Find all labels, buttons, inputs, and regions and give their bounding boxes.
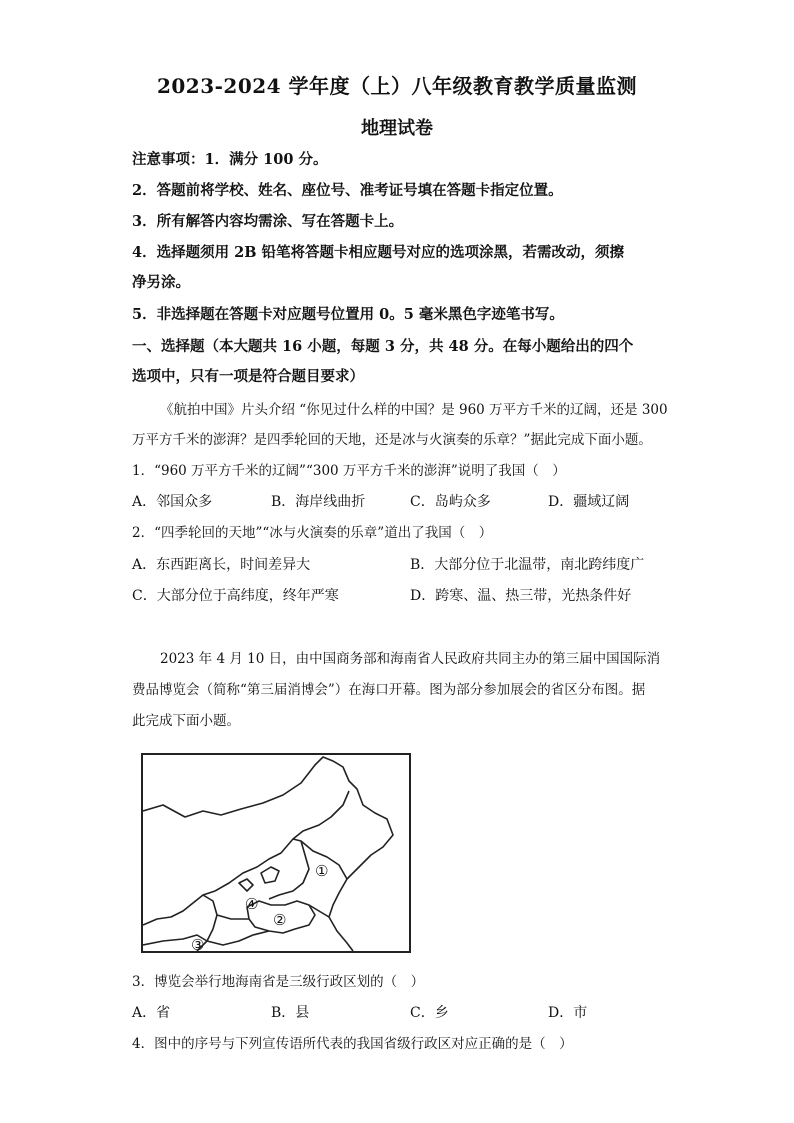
passage-2-line-3: 此完成下面小题。	[132, 713, 240, 729]
map-label-1: ①	[315, 862, 329, 880]
exam-title: 2023-2024 学年度（上）八年级教育教学质量监测	[156, 74, 638, 98]
question-2-option-c: C．大部分位于高纬度，终年严寒	[132, 588, 339, 604]
exam-subtitle: 地理试卷	[361, 118, 433, 139]
map-border-beijing	[261, 867, 279, 883]
note-2: 2．答题前将学校、姓名、座位号、准考证号填在答题卡指定位置。	[132, 182, 563, 199]
note-3: 3．所有解答内容均需涂、写在答题卡上。	[132, 213, 404, 230]
note-4-line-2: 净另涂。	[132, 274, 190, 291]
map-border-northeast	[143, 757, 393, 951]
question-3-option-c: C．乡	[410, 1005, 449, 1021]
question-1-option-a: A．邻国众多	[132, 494, 213, 510]
question-3-option-d: D．市	[548, 1005, 588, 1021]
map-border-henan	[217, 915, 249, 919]
note-4-line-1: 4．选择题须用 2B 铅笔将答题卡相应题号对应的选项涂黑，若需改动，须擦	[132, 244, 625, 261]
section-heading-line-1: 一、选择题（本大题共 16 小题，每题 3 分，共 48 分。在每小题给出的四个	[132, 338, 634, 355]
question-2-option-a: A．东西距离长，时间差异大	[132, 557, 311, 573]
passage-1-line-1: 《航拍中国》片头介绍 “你见过什么样的中国？是 960 万平方千米的辽阔，还是 300	[160, 402, 668, 418]
question-3-option-b: B．县	[271, 1005, 310, 1021]
passage-2-line-2: 费品博览会（简称“第三届消博会”）在海口开幕。图为部分参加展会的省区分布图。据	[132, 682, 646, 698]
map-border-mongolia	[293, 791, 349, 839]
note-5: 5．非选择题在答题卡对应题号位置用 0。5 毫米黑色字迹笔书写。	[132, 306, 564, 323]
province-map-drawing	[143, 755, 409, 951]
section-heading-line-2: 选项中，只有一项是符合题目要求）	[132, 368, 364, 385]
passage-2-line-1: 2023 年 4 月 10 日，由中国商务部和海南省人民政府共同主办的第三届中国国际消	[160, 651, 661, 667]
map-border-hebei	[215, 839, 309, 899]
question-1-option-b: B．海岸线曲折	[271, 494, 366, 510]
question-1-option-c: C．岛屿众多	[410, 494, 491, 510]
province-map	[141, 753, 411, 953]
question-2-stem: 2．“四季轮回的天地”“冰与火演奏的乐章”道出了我国（ ）	[132, 525, 493, 541]
question-3-option-a: A．省	[132, 1005, 171, 1021]
note-1: 注意事项：1．满分 100 分。	[132, 151, 328, 168]
question-1-option-d: D．疆域辽阔	[548, 494, 630, 510]
question-3-stem: 3．博览会举行地海南省是三级行政区划的（ ）	[132, 974, 425, 990]
map-label-2: ②	[273, 911, 287, 929]
question-4-stem: 4．图中的序号与下列宣传语所代表的我国省级行政区对应正确的是（ ）	[132, 1036, 573, 1052]
map-label-3: ③	[191, 936, 205, 951]
map-label-4: ④	[245, 895, 259, 913]
question-1-stem: 1．“960 万平方千米的辽阔”“300 万平方千米的澎湃”说明了我国（ ）	[132, 463, 566, 479]
passage-1-line-2: 万平方千米的澎湃？是四季轮回的天地，还是冰与火演奏的乐章？”据此完成下面小题。	[132, 432, 652, 448]
question-2-option-d: D．跨寒、温、热三带，光热条件好	[410, 588, 632, 604]
question-2-option-b: B．大部分位于北温带，南北跨纬度广	[410, 557, 645, 573]
map-border-island	[239, 879, 253, 891]
